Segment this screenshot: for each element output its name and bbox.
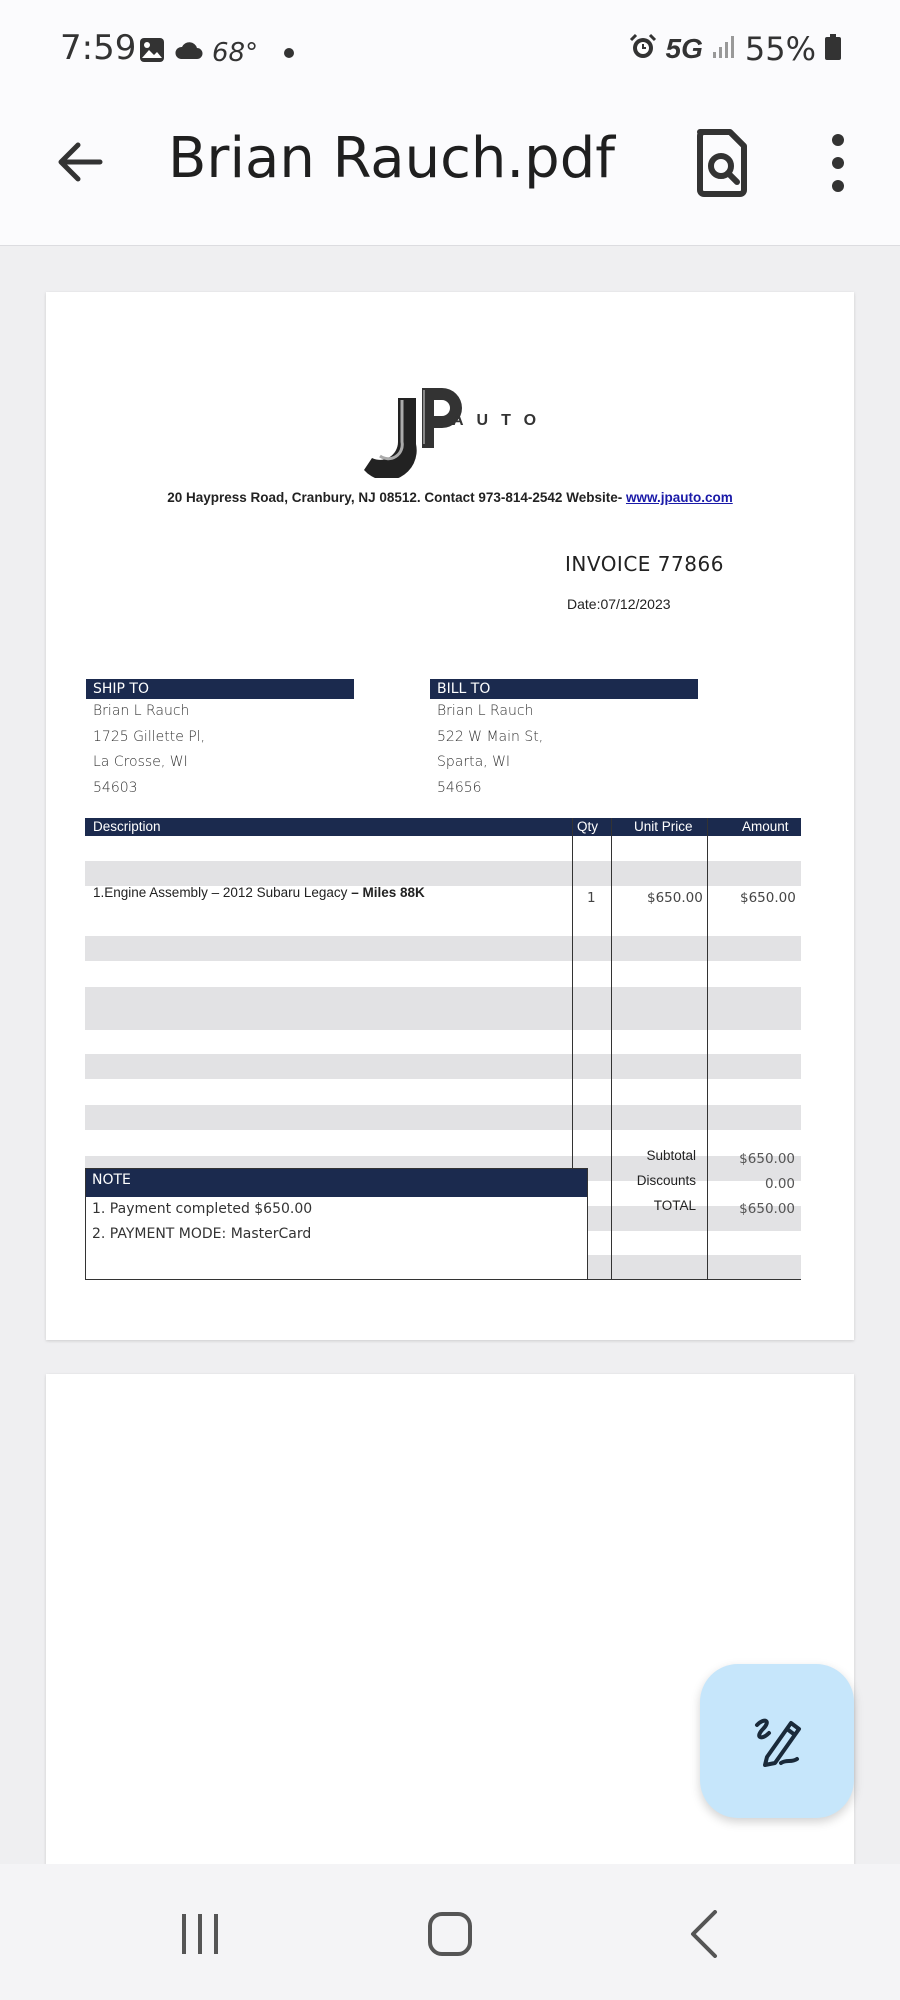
nav-back-icon (689, 1910, 719, 1958)
item-description (93, 885, 425, 900)
table-stripe (85, 1054, 801, 1079)
ship-to-block (86, 679, 354, 801)
ship-to-line: La Crosse, WI (93, 754, 188, 770)
more-options-button[interactable] (822, 130, 854, 196)
address-text: 20 Haypress Road, Cranbury, NJ 08512. Contact 973-814-2542 Website- (167, 490, 626, 505)
invoice-title: INVOICE 77866 (565, 552, 724, 576)
document-search-icon (690, 128, 754, 198)
note-line: 1. Payment completed $650.00 (92, 1201, 313, 1217)
recent-apps-icon (178, 1912, 222, 1956)
discounts-value: 0.00 (764, 1176, 795, 1192)
ship-to-line: 54603 (93, 779, 138, 796)
discounts-label: Discounts (636, 1173, 696, 1188)
col-description: Description (93, 819, 161, 834)
back-button[interactable] (48, 130, 112, 194)
total-value: $650.00 (739, 1201, 795, 1217)
note-box (85, 1168, 588, 1280)
table-header (85, 818, 801, 836)
more-vert-icon (822, 130, 854, 196)
gallery-icon (138, 36, 166, 69)
table-stripe (85, 1105, 801, 1130)
app-bar (0, 100, 900, 246)
document-title: Brian Rauch.pdf (168, 126, 615, 191)
status-bar (0, 0, 900, 100)
item-unit-price: $650.00 (647, 890, 703, 906)
col-amount: Amount (742, 819, 789, 834)
website-link[interactable]: www.jpauto.com (625, 490, 733, 505)
note-heading: NOTE (86, 1169, 587, 1197)
item-description-text: 1.Engine Assembly – 2012 Subaru Legacy (93, 885, 352, 900)
table-stripe (85, 936, 801, 961)
status-time: 7:59 (60, 28, 137, 68)
bill-to-line: Sparta, WI (437, 754, 511, 770)
signal-icon (711, 34, 737, 65)
battery-icon (824, 33, 842, 66)
recent-apps-button[interactable] (160, 1904, 240, 1964)
item-amount: $650.00 (740, 890, 796, 906)
alarm-icon (628, 32, 658, 67)
jp-auto-logo (358, 378, 598, 478)
item-qty: 1 (587, 890, 596, 906)
logo-text: AUTO (452, 412, 550, 429)
pdf-page-1[interactable] (46, 292, 854, 1340)
annotate-fab-button[interactable] (700, 1664, 854, 1818)
ship-to-line: 1725 Gillette Pl, (93, 728, 206, 745)
arrow-left-icon (54, 136, 106, 188)
status-temperature: 68° (212, 37, 259, 68)
home-icon (427, 1911, 473, 1957)
search-document-button[interactable] (690, 128, 754, 198)
total-label: TOTAL (653, 1198, 696, 1213)
status-left-icons (138, 36, 294, 69)
pen-scribble-icon (747, 1711, 807, 1771)
bill-to-line: Brian L Rauch (437, 703, 534, 719)
bill-to-heading: BILL TO (430, 679, 698, 699)
table-stripe (85, 861, 801, 886)
invoice-date: Date:07/12/2023 (567, 596, 671, 612)
ship-to-line: Brian L Rauch (93, 703, 190, 719)
subtotal-value: $650.00 (739, 1151, 795, 1167)
battery-percent: 55% (744, 30, 816, 68)
subtotal-label: Subtotal (646, 1148, 696, 1163)
bill-to-line: 522 W Main St, (437, 728, 544, 745)
network-type: 5G (665, 33, 703, 64)
home-button[interactable] (410, 1904, 490, 1964)
col-unit-price: Unit Price (634, 819, 693, 834)
note-line: 2. PAYMENT MODE: MasterCard (92, 1226, 312, 1242)
bill-to-block (430, 679, 698, 801)
notification-dot-icon (284, 48, 294, 58)
column-divider (707, 818, 708, 1280)
table-stripe (85, 987, 801, 1030)
bill-to-line: 54656 (437, 779, 482, 796)
col-qty: Qty (577, 819, 599, 834)
system-nav-bar (0, 1864, 900, 2000)
status-right-icons (628, 30, 842, 68)
ship-to-heading: SHIP TO (86, 679, 354, 699)
item-description-bold: – Miles 88K (351, 885, 425, 900)
company-address (46, 490, 854, 505)
nav-back-button[interactable] (664, 1904, 744, 1964)
cloud-icon (174, 39, 204, 66)
